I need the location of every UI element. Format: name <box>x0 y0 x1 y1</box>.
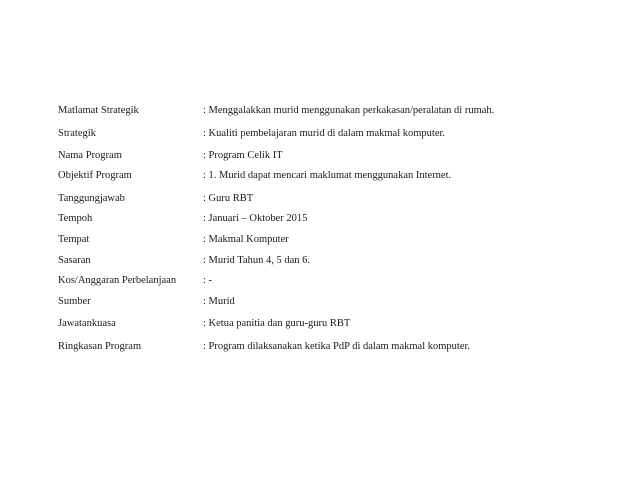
row-tempat <box>58 232 618 248</box>
row-strategik <box>58 126 618 142</box>
row-sasaran <box>58 253 618 269</box>
row-jawatankuasa <box>58 316 618 332</box>
field-value: : Murid Tahun 4, 5 dan 6. <box>203 255 310 266</box>
field-label: Strategik <box>58 128 96 139</box>
field-label: Matlamat Strategik <box>58 105 139 116</box>
row-tempoh <box>58 211 618 227</box>
field-label: Tanggungjawab <box>58 193 125 204</box>
field-label: Nama Program <box>58 150 122 161</box>
row-kos-anggaran <box>58 273 618 289</box>
field-value: : Kualiti pembelajaran murid di dalam makmal komputer. <box>203 128 446 139</box>
field-value: : Ketua panitia dan guru-guru RBT <box>203 318 351 329</box>
field-value: : - <box>203 275 213 286</box>
field-value: : Program dilaksanakan ketika PdP di dalam makmal komputer. <box>203 341 471 352</box>
row-sumber <box>58 294 618 310</box>
row-objektif-program <box>58 168 618 184</box>
field-label: Jawatankuasa <box>58 318 116 329</box>
row-nama-program <box>58 148 618 164</box>
field-label: Kos/Anggaran Perbelanjaan <box>58 275 177 286</box>
field-label: Sasaran <box>58 255 91 266</box>
row-matlamat-strategik <box>58 103 618 119</box>
field-value: : Menggalakkan murid menggunakan perkakasan/peralatan di rumah. <box>203 105 495 116</box>
row-tanggungjawab <box>58 191 618 207</box>
field-label: Ringkasan Program <box>58 341 142 352</box>
field-label: Objektif Program <box>58 170 132 181</box>
field-value: : Program Celik IT <box>203 150 283 161</box>
field-value: : Guru RBT <box>203 193 254 204</box>
field-value: : Januari – Oktober 2015 <box>203 213 308 224</box>
field-label: Sumber <box>58 296 91 307</box>
row-ringkasan-program <box>58 339 618 355</box>
field-value: : 1. Murid dapat mencari maklumat menggunakan Internet. <box>203 170 452 181</box>
field-value: : Makmal Komputer <box>203 234 289 245</box>
field-value: : Murid <box>203 296 235 307</box>
field-label: Tempat <box>58 234 90 245</box>
field-label: Tempoh <box>58 213 93 224</box>
